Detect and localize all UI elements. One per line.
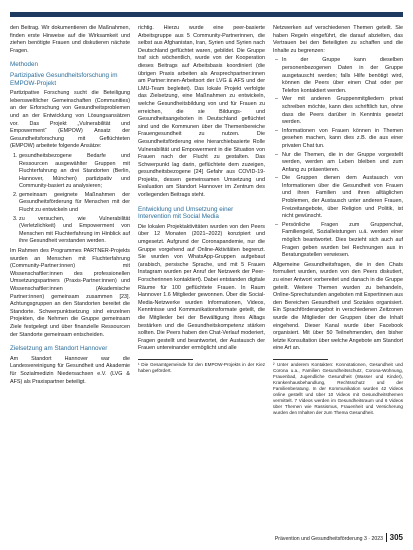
paragraph: Allgemeine Gesundheitsfragen, die in den Chats formuliert wurden, wurden von den Peers diskutiert, zu einer Antwort vorbereitet und danach in die Gruppe geteilt. Weitere Themen wurden zu behandeln, Online-Sprechstunden angeboten mit Expertinnen aus den Bereichen Gesundheit und Soziales organisiert. Ein Sprachförderangebot in verschiedenen Zeitzonen wurde die Mitglieder der Gruppen über die Inhalt eingehend. Dieser Kanal wurde über Facebook organisiert. Mit über 50 Teilnehmenden, den bisher letzte Konsultation über welche Angebote am Standort eine Art an. xyxy=(273,261,403,352)
list-item: 3. zu versuchen, wie Vulnerabilität (Verletzlichkeit) und Empowerment von Menschen mit Fluchterfahrung im Hinblick auf ihre Gesundheit verstanden werden. xyxy=(19,216,130,246)
list-item: – Die Gruppen dienen dem Austausch von Informationen über die Gesundheit von Frauen und ihren Familien und ihren alltäglichen Problemen, der Austausch unter anderen Frauen, Freizeitangebote, über Religion und Politik, ist nicht gewünscht. xyxy=(282,175,403,221)
footnote-divider xyxy=(138,359,193,360)
paragraph: Netzwerken auf verschiedenen Themen geteilt. Sie haben Regeln eingeführt, die darauf abzielten, das Vertrauen bei den Beteiligten zu schaffen und die Inhalte zu begrenzen: xyxy=(273,25,403,54)
column-right xyxy=(273,25,403,418)
paragraph: Partizipative Forschung sucht die Beteiligung lebensweltlicher Gemeinschaften (Communities) an der Erforschung von Gesundheitsproblemen und an der Entwicklung von Lösungsansätzen vor. Das Projekt „Vulnerabilität und Empowerment“ (EMPOW) Ansatz der Gesundheitsforschung mit Geflüchteten (EMPOW) arbeitete folgende Ansätze: xyxy=(10,90,130,150)
header-bar xyxy=(10,12,403,17)
page-number: 305 xyxy=(386,533,403,542)
list-item: 1. gesundheitsbezogene Bedarfe und Ressourcen ausgewählter Gruppen mit Fluchterfahrung an drei Standorten (Berlin, Hannover, München) partizipativ und Community-basiert zu analysieren; xyxy=(19,153,130,191)
subsection-heading: Partizipative Gesundheitsforschung im EMPOW-Projekt xyxy=(10,71,118,87)
article-body xyxy=(10,25,403,525)
journal-citation: Prävention und Gesundheitsförderung 3 · 2023 xyxy=(274,536,383,542)
paragraph: richtig. Hierzu wurde eine peer-basierte Arbeitsgruppe aus 5 Community-Partnerinnen, die selbst aus Afghanistan, Iran, Syrien und Syrien nach Deutschland geflüchtet waren, gebildet. Die Gruppe traf sich wöchentlich, wurde von der Kooperation dieses Beitrags auf Arbeitsbasis koordiniert (die übrigen Praxis arbeiten als Ansprechpartner:innen am Partner:innen-Arbeitsort der LVG & AFS und der LMU-Team begleitet). Das lokale Projekt verfolgte das Zielsetzung, eine Maßnahmen zu entwickeln, welche Gesundheitsbildung von und für Frauen zu erreichen, die sie Bildungs- und Gesundheitsangeboten in Deutschland geflüchtet sind und die Kommunen über die Themenbereiche Frauengesundheit zu nutzen. Die Gesundheitsförderung eine hierarchiebasierte Rolle Vulnerabilität und Empowerment in die Situation von Frauen nach der Flucht zu gestalten. Das Schwerpunkt lag darin, geflüchtete dem zuzeigen, gesundheitsbezogene [24] Gefahr aus COVID-19-Projekts, dessen gemeinsamen Umsetzung und Evaluation am Standort Hannover im Zentrum des vorliegenden Beitrags steht. xyxy=(138,25,265,199)
list-item: – In der Gruppe kann dieselben personenbezogenen Daten in der Gruppe ausgetauscht werden; falls Hilfe benötigt wird, können die Peers über einen Chat oder per Telefon kontaktiert werden. xyxy=(282,57,403,95)
list-item: – Nur die Themen, die in der Gruppe vorgestellt werden, werden am Leben bleiben und zum Anfang zu präsentieren. xyxy=(282,152,403,175)
list-item: – Wer mit anderen Gruppenmitgliedern privat schreiben möchte, kann dies schriftlich tun, ohne dass die Peers darüber in Kenntnis gesetzt werden. xyxy=(282,96,403,126)
footnote: ¹ Die Gesamtgemeinde für den EMPOW-Projekts in der Kiez haben gefördert. xyxy=(138,361,265,373)
page-footer xyxy=(10,533,403,545)
paragraph: Am Standort Hannover war die Landesvereinigung für Gesundheit und Akademie für Sozialmedizin Niedersachsen e.V. (LVG & AFS) als Praxispartner beteiligt. xyxy=(10,355,130,385)
column-left xyxy=(10,25,130,388)
numbered-list xyxy=(10,153,130,246)
list-item: – Informationen von Frauen können in Themen gesehen machen, kann dies z.B. die aus einer privaten Chat tun. xyxy=(282,128,403,151)
list-item: 2. gemeinsam geeignete Maßnahmen der Gesundheitsförderung für Menschen mit der Flucht zu entwickeln und xyxy=(19,192,130,215)
section-heading-development: Entwicklung und Umsetzung einer Intervention mit Social Media xyxy=(138,205,234,221)
paragraph: Im Rahmen des Programmes PARTNER-Projekts wurden an Menschen mit Fluchterfahrung (Community-Partner:innen) mit Wissenschaftler:innen des professionellen Umsetzungspartners (Praxis-Partner:innen) und Wissenschaftler:innen (Akademische Partner:innen) gemeinsam zusammen [23]. Achtungsgruppen an den Standorten bereitet die Standorte. Schwerpunktsetzung sind einzelnen Projekten, die Nehmen die Gruppe gemeinsam Ziele festgelegt und über finanzielle Ressourcen der Standorte gemeinsam entscheiden. xyxy=(10,248,130,338)
section-heading-methods: Methoden xyxy=(10,61,39,69)
list-item: – Persönliche Fragen zum Gruppenchat, Familiengeld, Sozialleistungen u.ä. werden einer möglich beantwortet. Dies bezieht sich auch auf Fragen geben wurden bei Rechnungen aus in Beratungsstellen verwiesen. xyxy=(282,222,403,260)
footnote: ² Unter anderem Kontakten: Konnotationen, Gesundheit und Corona u.a., Familien Gesundheitsschutz, Corona-Wohnung, Frauenbad, Jugendliche Gesundheit (Wasser und Kinder), Krankenhausbehandlung, Rechtsschutz und der Familienberatung. In der Kommunikation wurden 42 Videos online gestellt und über 10 Videos mit Gesundheitsthemen vermittelt. 7 Videos werden im Gesundheitsraum und 6 Videos über Themen wie Rassismus, Frauenheit und Versicherung wurden den Inhalten der zum Thema Gesundheit. xyxy=(273,361,403,415)
subsection-heading-hannover: Zielsetzung am Standort Hannover xyxy=(10,345,108,353)
footnote-divider xyxy=(273,359,328,360)
dash-list xyxy=(273,57,403,259)
column-middle xyxy=(138,25,265,376)
intro-paragraph: den Beitrag. Wir dokumentieren die Maßnahmen, finden erste Hinweise auf die Wirksamkeit und ziehen benötigte Frauen und diskutieren nächste Fragen. xyxy=(10,25,130,54)
paragraph: Die lokalen Projektaktivitäten wurden von den Peers über 12 Monaten (2021–2022) konzipiert und umgesetzt. Aufgrund der Coronapandemie, nur die Gruppe vorgehend auf Online-Aktivitäten begrenzt. Sie wurden von WhatsApp-Gruppen aufgebaut (arabisch, persische Sprache, und mit 5 Frauen Instagram wurden per Anruf der Netzwerk der Peer-Forscherinnen kontaktiert). Dabei entstanden digitale Räume für 100 geflüchtete Frauen. In Raum Hannover 1.6 Mitglieder gewonnen. Über die Social-Media-Netzwerke wurden Informationen, Videos, Kenntnisse und Kommunikationsformate geteilt, die die Mitglieder bei der Bewältigung ihres Alltags bestärken und die Gesundheitskompetenz stärken sollten. Die Peers haben den Chat-Verlauf moderiert, Fragen gestellt und beantwortet, der Austausch der Frauen untereinander ermöglicht und alle xyxy=(138,223,265,352)
